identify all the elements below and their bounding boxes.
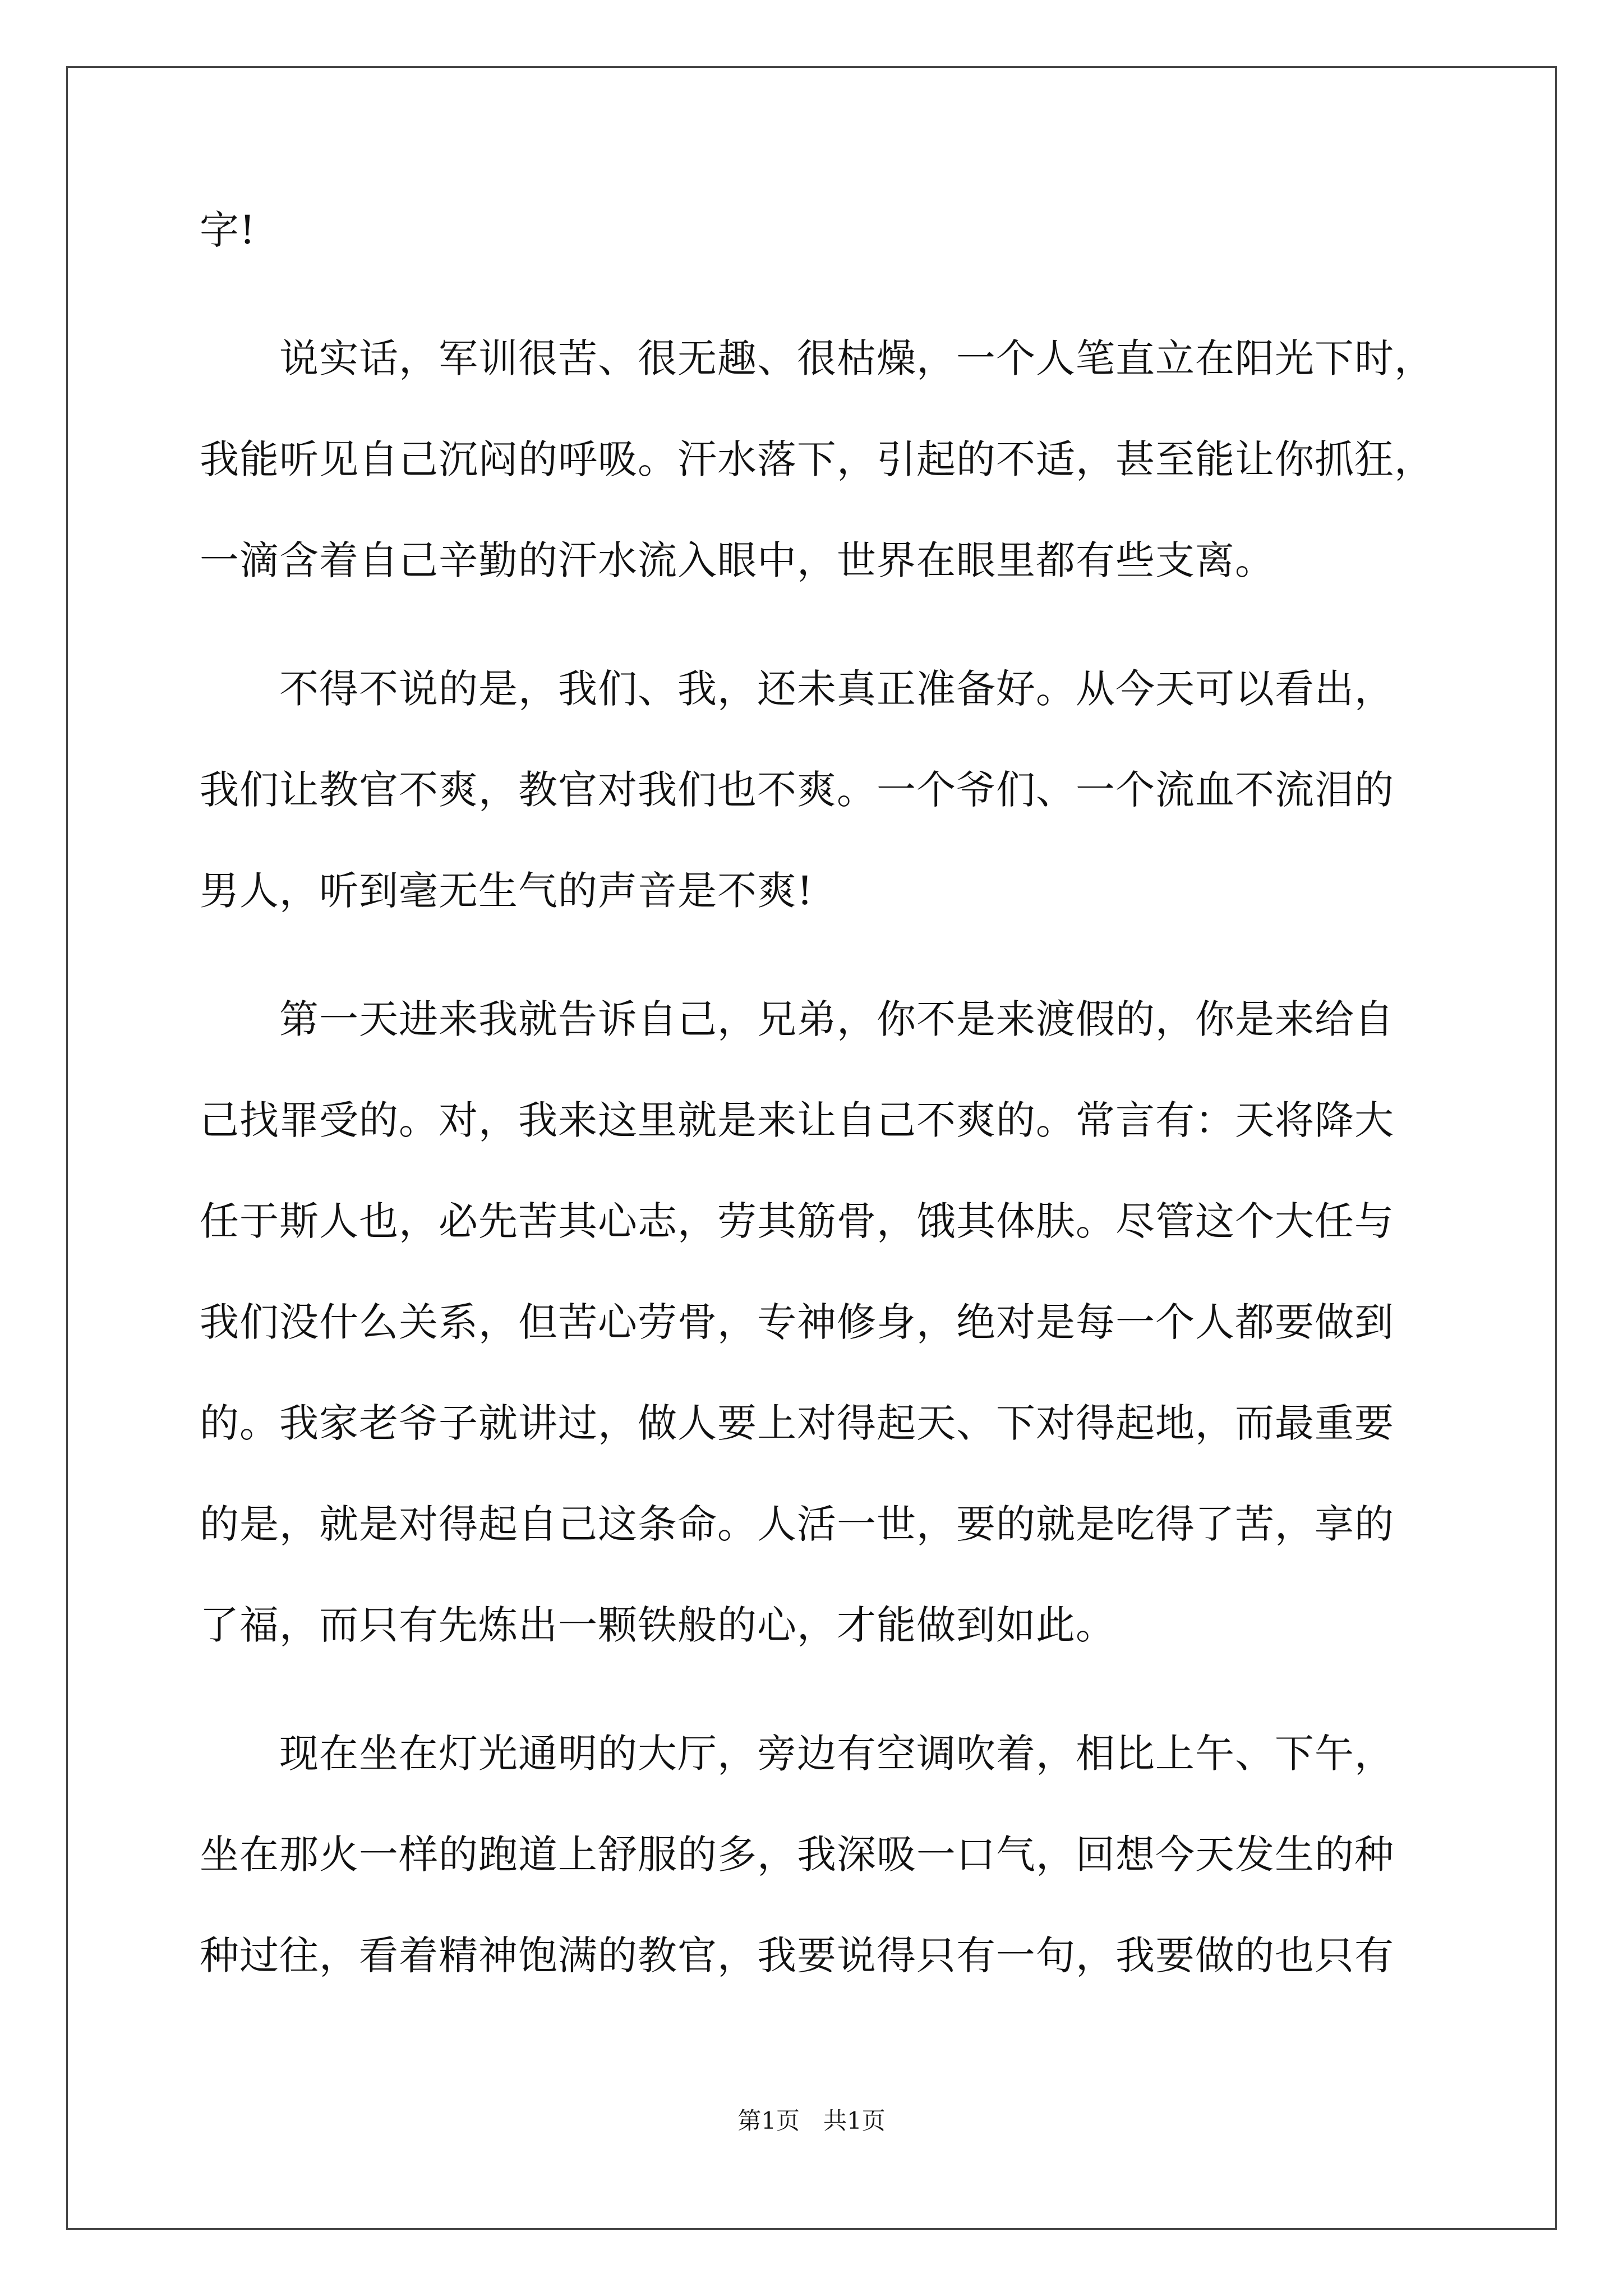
page-border	[66, 66, 1557, 2230]
page-number-footer: 第1页 共1页	[737, 2107, 886, 2134]
text-line: 的是，就是对得起自己这条命。人活一世，要的就是吃得了苦，享的	[200, 1501, 1394, 1547]
paragraph-start-line: 说实话，军训很苦、很无趣、很枯燥，一个人笔直立在阳光下时，	[279, 335, 1434, 381]
text-line: 字!	[200, 207, 256, 253]
paragraph-start-line: 不得不说的是，我们、我，还未真正准备好。从今天可以看出，	[279, 666, 1394, 712]
text-line: 任于斯人也，必先苦其心志，劳其筋骨，饿其体肤。尽管这个大任与	[200, 1198, 1394, 1244]
text-line: 我能听见自己沉闷的呼吸。汗水落下，引起的不适，甚至能让你抓狂，	[200, 436, 1434, 482]
text-line: 的。我家老爷子就讲过，做人要上对得起天、下对得起地，而最重要	[200, 1400, 1394, 1446]
paragraph-start-line: 现在坐在灯光通明的大厅，旁边有空调吹着，相比上午、下午，	[279, 1731, 1394, 1777]
text-line: 男人，听到毫无生气的声音是不爽!	[200, 868, 814, 914]
text-line: 我们让教官不爽，教官对我们也不爽。一个爷们、一个流血不流泪的	[200, 767, 1394, 813]
text-line: 一滴含着自己辛勤的汗水流入眼中，世界在眼里都有些支离。	[200, 537, 1275, 583]
text-line: 种过往，看着精神饱满的教官，我要说得只有一句，我要做的也只有	[200, 1932, 1394, 1978]
paragraph-start-line: 第一天进来我就告诉自己，兄弟，你不是来渡假的，你是来给自	[279, 996, 1394, 1042]
text-line: 我们没什么关系，但苦心劳骨，专神修身，绝对是每一个人都要做到	[200, 1299, 1394, 1345]
text-line: 坐在那火一样的跑道上舒服的多，我深吸一口气，回想今天发生的种	[200, 1832, 1394, 1878]
text-line: 己找罪受的。对，我来这里就是来让自己不爽的。常言有：天将降大	[200, 1097, 1394, 1143]
text-line: 了福，而只有先炼出一颗铁般的心，才能做到如此。	[200, 1602, 1115, 1648]
